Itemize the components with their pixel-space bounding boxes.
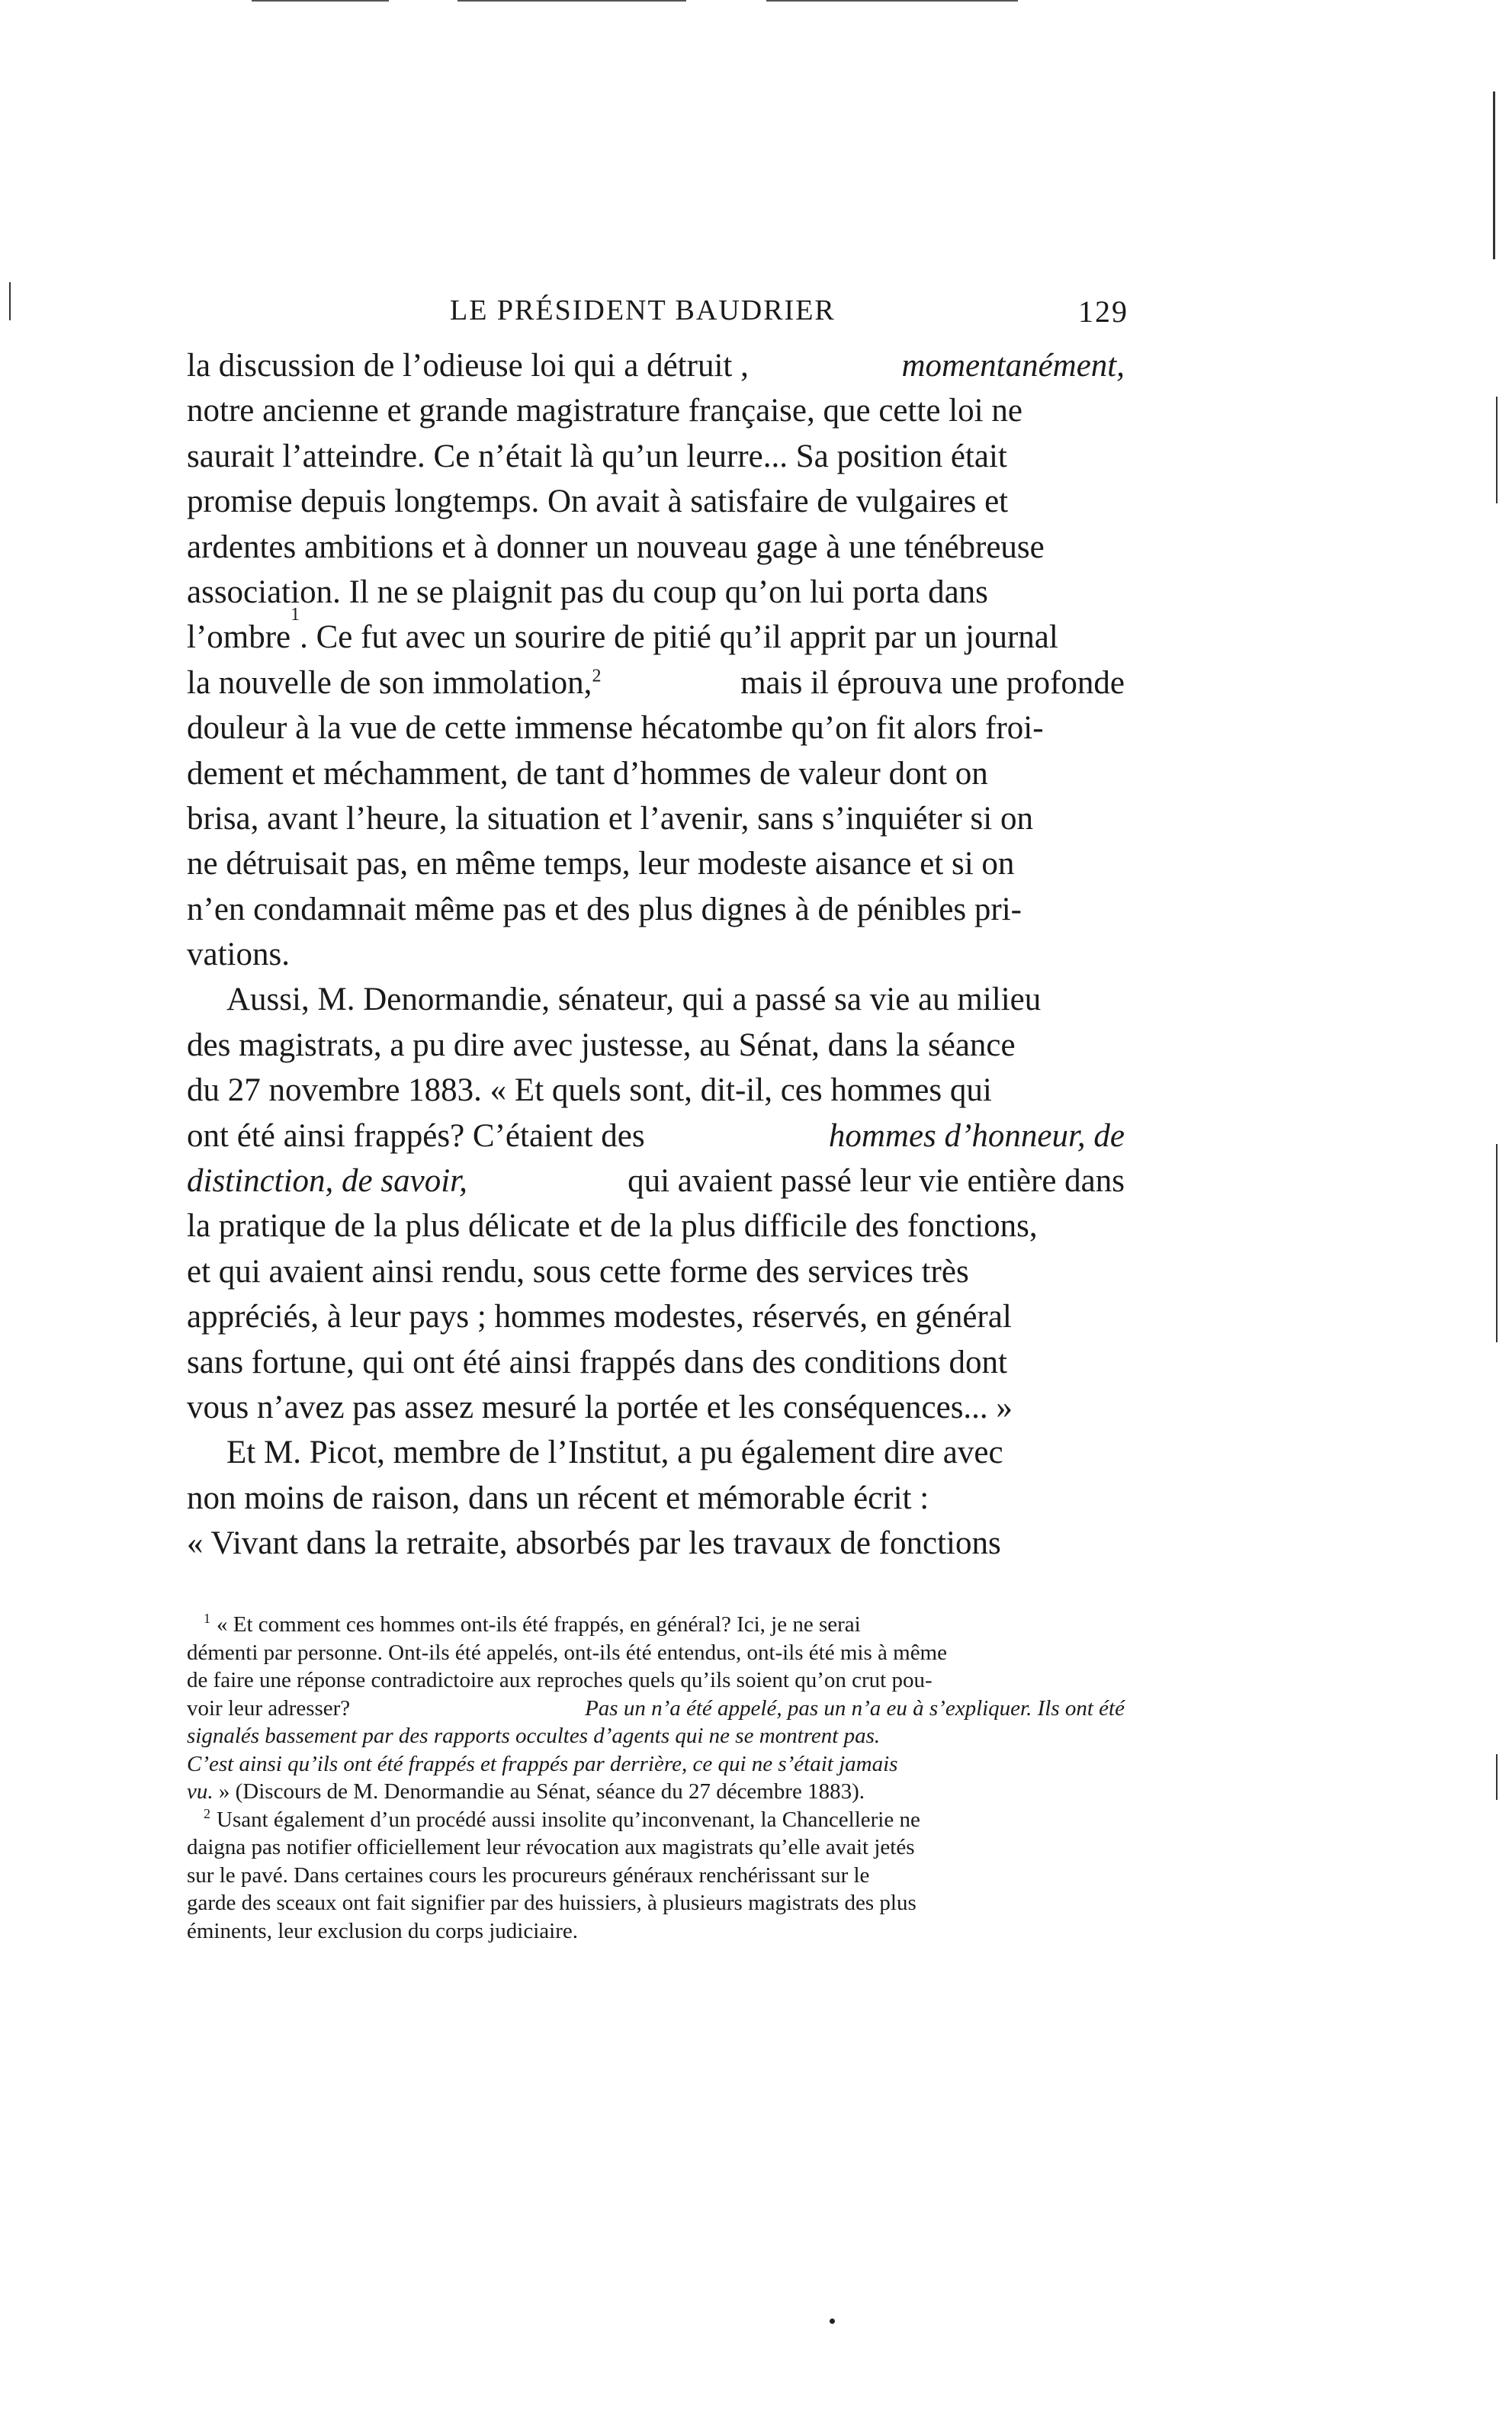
- scan-edge-line: [9, 282, 11, 320]
- text-line: du 27 novembre 1883. « Et quels sont, dit-il, ces hommes qui: [187, 1072, 992, 1109]
- text-segment: la discussion de l’odieuse loi qui a détruit ,: [187, 348, 749, 384]
- footnote-text: [204, 1806, 920, 1834]
- text-line: [187, 660, 1125, 705]
- text-line: saurait l’atteindre. Ce n’était là qu’un leurre... Sa position était: [187, 438, 1007, 474]
- text-line: dement et méchamment, de tant d’hommes de valeur dont on: [187, 755, 988, 792]
- text-line: douleur à la vue de cette immense hécatombe qu’on fit alors froi-: [187, 710, 1044, 747]
- footnote-line: [187, 1778, 1125, 1806]
- text-line: promise depuis longtemps. On avait à satisfaire de vulgaires et: [187, 484, 1009, 520]
- footnote-line: garde des sceaux ont fait signifier par des huissiers, à plusieurs magistrats des plus: [187, 1891, 917, 1915]
- text-line: « Vivant dans la retraite, absorbés par les travaux de fonctions: [187, 1525, 1001, 1562]
- body-text: [187, 343, 1125, 1567]
- text-line: vous n’avez pas assez mesuré la portée et les conséquences... »: [187, 1389, 1013, 1425]
- footnote-number: 2: [204, 1805, 210, 1821]
- text-line: des magistrats, a pu dire avec justesse, au Sénat, dans la séance: [187, 1027, 1016, 1063]
- text-line: appréciés, à leur pays ; hommes modestes, réservés, en général: [187, 1299, 1012, 1335]
- text-line: non moins de raison, dans un récent et mémorable écrit :: [187, 1480, 929, 1516]
- text-segment-italic: hommes d’honneur, de: [828, 1117, 1125, 1154]
- text-segment: Usant également d’un procédé aussi insolite qu’inconvenant, la Chancellerie ne: [217, 1807, 920, 1832]
- footnote-line: C’est ainsi qu’ils ont été frappés et frappés par derrière, ce qui ne s’était jamais: [187, 1751, 898, 1776]
- text-segment: « Et comment ces hommes ont-ils été frappés, en général? Ici, je ne serai: [217, 1612, 861, 1637]
- text-segment-italic: momentanément,: [901, 348, 1125, 384]
- footnote-ref: 2: [592, 666, 602, 686]
- text-segment: ont été ainsi frappés? C’étaient des: [187, 1117, 645, 1154]
- footnote-line: démenti par personne. Ont-ils été appelés, ont-ils été entendus, ont-ils été mis à même: [187, 1640, 947, 1665]
- text-line: brisa, avant l’heure, la situation et l’avenir, sans s’inquiéter si on: [187, 800, 1033, 837]
- text-line: Aussi, M. Denormandie, sénateur, qui a passé sa vie au milieu: [226, 982, 1042, 1018]
- text-segment: mais il éprouva une profonde: [740, 664, 1125, 701]
- footnote-line: sur le pavé. Dans certaines cours les procureurs généraux renchérissant sur le: [187, 1862, 870, 1888]
- text-segment-italic: vu.: [187, 1779, 213, 1804]
- text-segment: [187, 660, 601, 705]
- text-line: [187, 343, 1125, 388]
- text-segment: l’ombre: [187, 619, 291, 656]
- scan-mark: [457, 0, 686, 2]
- text-segment-italic: distinction, de savoir,: [187, 1163, 467, 1200]
- scan-edge-line: [1496, 1754, 1498, 1800]
- running-head: [450, 294, 1128, 339]
- text-line: vations.: [187, 937, 290, 973]
- running-title: LE PRÉSIDENT BAUDRIER: [450, 294, 836, 326]
- text-line: [187, 605, 1125, 660]
- text-segment: la nouvelle de son immolation,: [187, 664, 592, 701]
- footnote-line: éminents, leur exclusion du corps judiciaire.: [187, 1918, 578, 1943]
- text-segment: » (Discours de M. Denormandie au Sénat, séance du 27 décembre 1883).: [218, 1779, 865, 1804]
- text-line: ne détruisait pas, en même temps, leur modeste aisance et si on: [187, 846, 1015, 882]
- footnote-line: [187, 1695, 1125, 1723]
- scan-speck: [830, 2319, 835, 2324]
- text-line: [187, 1158, 1125, 1203]
- footnote-line: daigna pas notifier officiellement leur révocation aux magistrats qu’elle avait jetés: [187, 1835, 915, 1859]
- text-line: et qui avaient ainsi rendu, sous cette forme des services très: [187, 1253, 969, 1290]
- scan-mark: [766, 0, 1018, 2]
- footnote-line: de faire une réponse contradictoire aux reproches quels qu’ils soient qu’on crut pou-: [187, 1668, 933, 1692]
- scan-edge-line: [1496, 397, 1498, 503]
- text-line: la pratique de la plus délicate et de la plus difficile des fonctions,: [187, 1208, 1038, 1245]
- footnote-number: 1: [204, 1611, 210, 1627]
- text-segment: qui avaient passé leur vie entière dans: [628, 1163, 1125, 1200]
- footnote-line: [187, 1806, 1125, 1834]
- footnote-line: signalés bassement par des rapports occultes d’agents qui ne se montrent pas.: [187, 1724, 881, 1748]
- footnote-text: [204, 1611, 861, 1639]
- scan-edge-line: [1496, 1144, 1498, 1342]
- text-line: notre ancienne et grande magistrature française, que cette loi ne: [187, 393, 1022, 429]
- text-line: association. Il ne se plaignit pas du coup qu’on lui porta dans: [187, 574, 988, 610]
- text-line: ardentes ambitions et à donner un nouveau gage à une ténébreuse: [187, 529, 1045, 565]
- footnote-line: [187, 1611, 1125, 1639]
- text-line: n’en condamnait même pas et des plus dignes à de pénibles pri-: [187, 891, 1022, 927]
- text-segment: voir leur adresser?: [187, 1695, 351, 1721]
- scan-mark: [252, 0, 389, 2]
- text-segment: . Ce fut avec un sourire de pitié qu’il apprit par un journal: [300, 619, 1058, 656]
- footnotes: [187, 1611, 1125, 1945]
- page-number: 129: [1078, 294, 1128, 329]
- text-line: [187, 1113, 1125, 1158]
- footnote-ref: 1: [291, 605, 300, 625]
- text-segment-italic: Pas un n’a été appelé, pas un n’a eu à s’expliquer. Ils ont été: [585, 1695, 1125, 1721]
- text-line: sans fortune, qui ont été ainsi frappés dans des conditions dont: [187, 1344, 1007, 1380]
- scan-edge-line: [1493, 92, 1495, 259]
- text-line: Et M. Picot, membre de l’Institut, a pu également dire avec: [226, 1435, 1003, 1471]
